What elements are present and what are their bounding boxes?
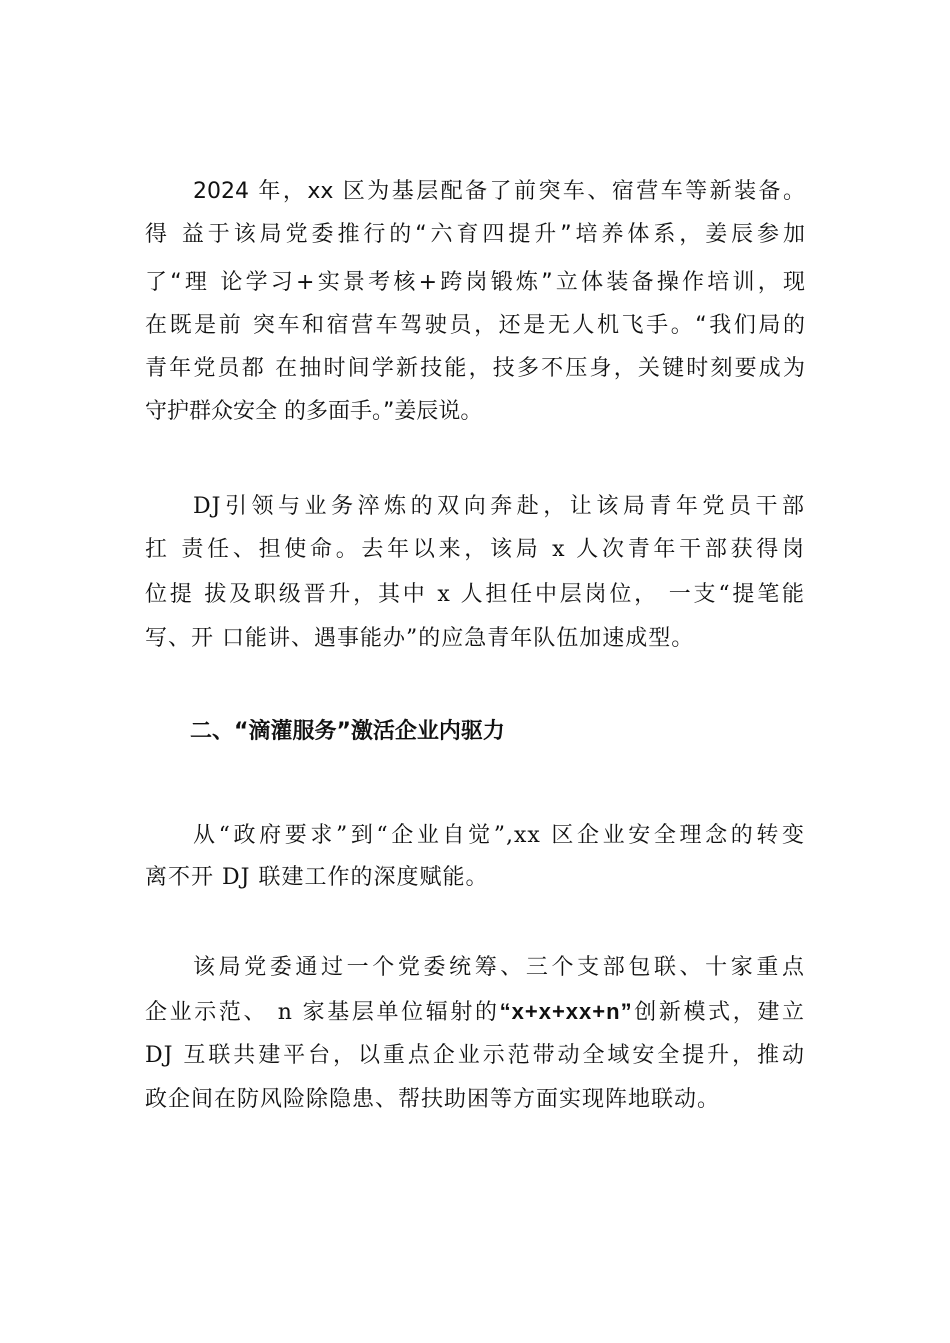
model-formula: “x+x+xx+n” (499, 999, 633, 1024)
section-heading: 二、“滴灌服务”激活企业内驱力 (190, 719, 505, 744)
text-line: 2024 年，xx 区为基层配备了前突车、宿营车等新装备。 (193, 179, 805, 204)
text-line: 扛 责任、担使命。去年以来，该局 x 人次青年干部获得岗 (145, 537, 805, 562)
text-line: DJ引领与业务淬炼的双向奔赴，让该局青年党员干部 (193, 494, 805, 519)
text-line: 在既是前 突车和宿营车驾驶员，还是无人机飞手。“我们局的 (145, 313, 805, 338)
text-line: 写、开 口能讲、遇事能办”的应急青年队伍加速成型。 (145, 626, 695, 651)
text-line (145, 999, 805, 1025)
text-line: 从“政府要求”到“企业自觉”,xx 区企业安全理念的转变 (193, 823, 805, 848)
text-segment: 创新模式，建立 (632, 1000, 805, 1025)
text-line: 青年党员都 在抽时间学新技能，技多不压身，关键时刻要成为 (145, 356, 805, 381)
text-line: 位提 拔及职级晋升，其中 x 人担任中层岗位， 一支“提笔能 (145, 582, 805, 607)
text-line: 该局党委通过一个党委统筹、三个支部包联、十家重点 (193, 955, 805, 980)
text-line: DJ 互联共建平台，以重点企业示范带动全域安全提升，推动 (145, 1043, 805, 1068)
text-line: 得 益于该局党委推行的“六育四提升”培养体系，姜辰参加 (145, 222, 805, 247)
text-line: 离不开 DJ 联建工作的深度赋能。 (145, 865, 489, 890)
text-line: 政企间在防风险除隐患、帮扶助困等方面实现阵地联动。 (145, 1087, 721, 1112)
text-segment: 企业示范、 n 家基层单位辐射的 (145, 1000, 500, 1025)
text-line: 守护群众安全 的多面手。”姜辰说。 (145, 399, 483, 424)
text-line: 了“理 论学习+实景考核+跨岗锻炼”立体装备操作培训，现 (145, 270, 805, 295)
